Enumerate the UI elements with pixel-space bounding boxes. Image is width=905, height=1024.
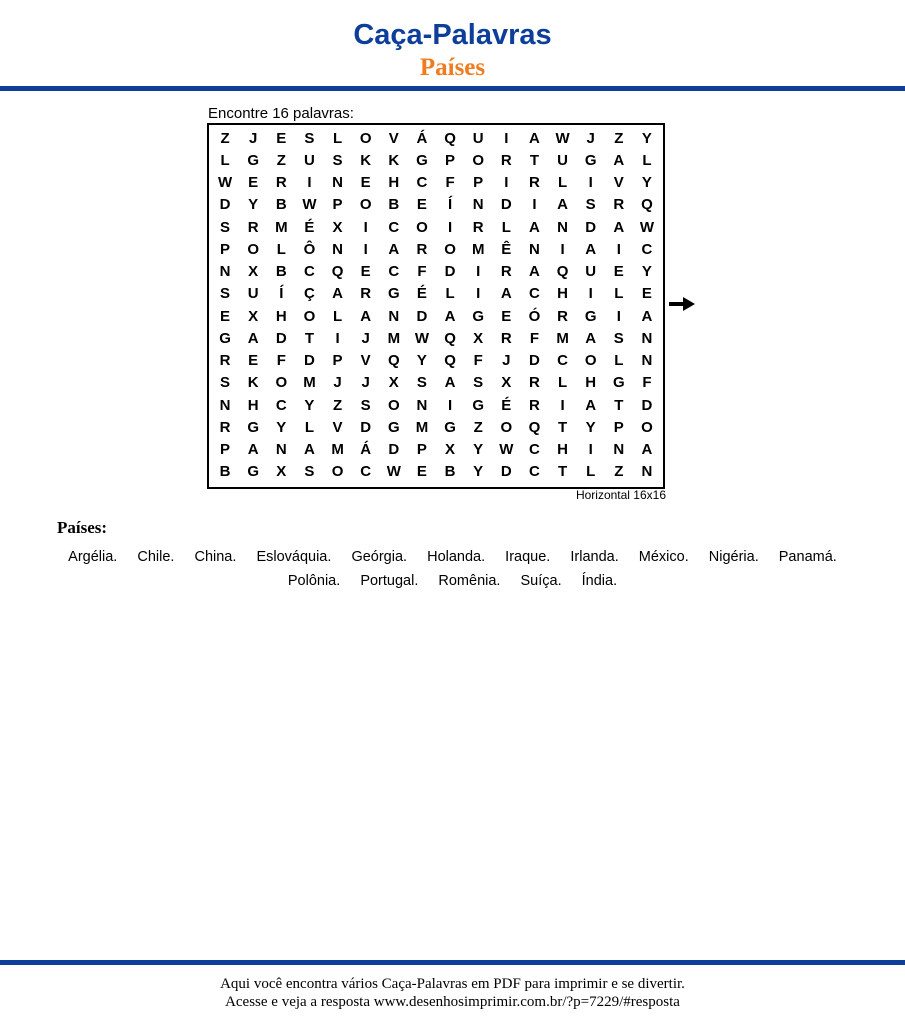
grid-cell: S xyxy=(304,129,315,147)
grid-cell: A xyxy=(529,218,540,236)
grid-cell: G xyxy=(247,151,260,169)
grid-cell: E xyxy=(613,263,624,281)
grid-cell: Y xyxy=(473,441,484,459)
grid-cell: G xyxy=(472,307,485,325)
grid-cell: C xyxy=(557,352,568,370)
grid-cell: A xyxy=(585,329,597,347)
grid-cell: E xyxy=(248,352,259,370)
grid-cell: G xyxy=(387,418,400,436)
grid-cell: O xyxy=(359,196,372,214)
grid-cell: W xyxy=(414,329,430,347)
grid-cell: O xyxy=(444,240,456,258)
grid-cell: X xyxy=(248,307,259,325)
grid-cell: F xyxy=(473,352,483,370)
grid-cell: T xyxy=(304,329,315,347)
grid-cell: I xyxy=(532,196,537,214)
footer xyxy=(0,975,905,1011)
grid-cell: D xyxy=(416,307,428,325)
word-list-item: Geórgia. xyxy=(351,549,408,565)
grid-cell: P xyxy=(613,418,624,436)
grid-cell: V xyxy=(388,129,399,147)
grid-cell: A xyxy=(585,396,597,414)
grid-cell: P xyxy=(220,240,231,258)
grid-cell: J xyxy=(333,374,342,392)
grid-cell: Z xyxy=(473,418,483,436)
grid-cell: A xyxy=(360,307,372,325)
grid-cell: D xyxy=(444,263,456,281)
grid-cell: L xyxy=(557,174,568,192)
grid-cell: A xyxy=(641,307,653,325)
grid-cell: L xyxy=(276,240,286,258)
grid-cell: H xyxy=(557,285,568,303)
grid-cell: A xyxy=(613,218,625,236)
grid-cell: Z xyxy=(220,129,230,147)
grid-cell: Y xyxy=(473,463,484,481)
grid-cell: U xyxy=(247,285,259,303)
grid-cell: Ó xyxy=(528,307,541,325)
grid-cell: A xyxy=(444,307,456,325)
grid-cell: C xyxy=(304,263,315,281)
grid-cell: A xyxy=(500,285,512,303)
grid-cell: I xyxy=(504,174,509,192)
grid-cell: L xyxy=(501,218,511,236)
grid-cell: E xyxy=(416,196,427,214)
grid-cell: X xyxy=(248,263,259,281)
grid-cell: L xyxy=(332,129,343,147)
grid-cell: R xyxy=(529,396,540,414)
word-list-item: Eslováquia. xyxy=(256,549,332,565)
grid-cell: B xyxy=(275,263,287,281)
grid-cell: Y xyxy=(248,196,259,214)
right-arrow-icon xyxy=(669,296,695,312)
grid-cell: C xyxy=(360,463,372,481)
grid-cell: U xyxy=(585,263,597,281)
grid-cell: P xyxy=(473,174,484,192)
grid-cell: P xyxy=(416,441,427,459)
grid-cell: W xyxy=(217,174,233,192)
grid-cell: G xyxy=(584,151,597,169)
grid-cell: Ç xyxy=(304,285,315,303)
grid-cell: C xyxy=(388,218,400,236)
grid-cell: Á xyxy=(416,129,428,147)
grid-cell: Á xyxy=(360,441,372,459)
word-list-item: China. xyxy=(194,549,237,565)
grid-cell: Z xyxy=(614,129,624,147)
grid-cell: G xyxy=(247,418,260,436)
grid-cell: O xyxy=(416,218,428,236)
grid-cell: A xyxy=(557,196,568,214)
grid-cell: F xyxy=(529,329,540,347)
grid-cell: T xyxy=(614,396,624,414)
grid-cell: F xyxy=(276,352,286,370)
grid-cell: I xyxy=(504,129,509,147)
top-divider xyxy=(0,86,905,91)
grid-cell: A xyxy=(585,240,597,258)
grid-cell: R xyxy=(219,352,231,370)
grid-cell: N xyxy=(529,240,540,258)
grid-cell: Q xyxy=(331,263,344,281)
word-list-item: Panamá. xyxy=(778,549,837,565)
word-list-item: Argélia. xyxy=(68,549,118,565)
grid-cell: É xyxy=(304,218,315,236)
grid-cell: P xyxy=(445,151,456,169)
grid-cell: O xyxy=(387,396,400,414)
grid-cell: M xyxy=(415,418,429,436)
grid-cell: L xyxy=(642,151,652,169)
grid-cell: I xyxy=(560,240,565,258)
grid-cell: E xyxy=(220,307,231,325)
grid-cell: I xyxy=(616,307,621,325)
grid-cell: S xyxy=(473,374,484,392)
grid-cell: R xyxy=(557,307,568,325)
grid-cell: É xyxy=(416,285,427,303)
grid-caption: Horizontal 16x16 xyxy=(575,488,666,502)
grid-cell: F xyxy=(642,374,652,392)
grid-cell: A xyxy=(247,329,259,347)
grid-cell: P xyxy=(332,352,343,370)
grid-cell: O xyxy=(331,463,344,481)
grid-cell: O xyxy=(247,240,260,258)
grid-cell: L xyxy=(557,374,568,392)
grid-cell: X xyxy=(276,463,287,481)
grid-cell: C xyxy=(529,463,540,481)
grid-cell: M xyxy=(471,240,485,258)
grid-cell: E xyxy=(416,463,427,481)
grid-cell: D xyxy=(360,418,372,436)
grid-cell: É xyxy=(501,396,512,414)
grid-cell: F xyxy=(417,263,427,281)
grid-cell: M xyxy=(331,441,344,459)
grid-cell: X xyxy=(501,374,512,392)
word-list-item: Polônia. xyxy=(287,573,341,589)
grid-cell: C xyxy=(529,285,540,303)
word-list-item: Nigéria. xyxy=(708,549,759,565)
grid-cell: F xyxy=(445,174,455,192)
grid-cell: G xyxy=(584,307,597,325)
grid-cell: D xyxy=(304,352,315,370)
grid-cell: S xyxy=(585,196,596,214)
grid-cell: H xyxy=(388,174,400,192)
bottom-divider xyxy=(0,960,905,965)
grid-cell: M xyxy=(387,329,401,347)
grid-cell: L xyxy=(304,418,315,436)
grid-cell: G xyxy=(472,396,485,414)
grid-cell: N xyxy=(557,218,568,236)
word-list-item: Romênia. xyxy=(438,573,501,589)
grid-cell: E xyxy=(360,263,371,281)
grid-cell: Q xyxy=(444,129,456,147)
grid-cell: G xyxy=(612,374,625,392)
grid-cell: L xyxy=(614,285,624,303)
grid-cell: O xyxy=(472,151,485,169)
grid-cell: E xyxy=(501,307,512,325)
grid-cell: D xyxy=(529,352,540,370)
grid-cell: N xyxy=(641,329,653,347)
grid-cell: J xyxy=(361,374,370,392)
grid-cell: O xyxy=(500,418,513,436)
grid-cell: Z xyxy=(332,396,343,414)
grid-cell: R xyxy=(247,218,259,236)
grid-cell: S xyxy=(220,218,231,236)
grid-cell: Y xyxy=(585,418,596,436)
page-title: Caça-Palavras xyxy=(353,19,552,51)
grid-cell: O xyxy=(275,374,288,392)
grid-cell: A xyxy=(613,151,625,169)
page-subtitle: Países xyxy=(419,54,486,81)
grid-cell: K xyxy=(360,151,372,169)
grid-cell: A xyxy=(388,240,400,258)
grid-cell: R xyxy=(472,218,484,236)
grid-cell: H xyxy=(557,441,568,459)
grid-cell: J xyxy=(586,129,595,147)
word-list-item: Índia. xyxy=(581,573,618,589)
grid-cell: N xyxy=(472,196,484,214)
grid-cell: Y xyxy=(641,174,652,192)
word-list-item: Iraque. xyxy=(505,549,551,565)
grid-cell: A xyxy=(529,129,540,147)
grid-cell: R xyxy=(219,418,231,436)
grid-cell: W xyxy=(555,129,570,147)
grid-cell: Q xyxy=(641,196,653,214)
grid-cell: J xyxy=(361,329,370,347)
grid-cell: R xyxy=(529,374,540,392)
grid-cell: C xyxy=(529,441,540,459)
grid-cell: B xyxy=(219,463,231,481)
grid-cell: G xyxy=(444,418,456,436)
puzzle-instruction: Encontre 16 palavras: xyxy=(208,105,354,122)
grid-cell: S xyxy=(613,329,624,347)
grid-cell: Ô xyxy=(303,240,316,258)
grid-cell: N xyxy=(275,441,287,459)
grid-cell: U xyxy=(557,151,568,169)
word-list-item: Suíça. xyxy=(520,573,562,589)
grid-cell: Q xyxy=(556,263,569,281)
grid-cell: A xyxy=(529,263,540,281)
grid-cell: N xyxy=(332,240,343,258)
grid-cell: I xyxy=(335,329,340,347)
grid-cell: N xyxy=(332,174,343,192)
grid-cell: O xyxy=(359,129,372,147)
grid-cell: D xyxy=(500,463,512,481)
grid-cell: N xyxy=(219,263,231,281)
grid-cell: R xyxy=(416,240,428,258)
grid-cell: H xyxy=(247,396,259,414)
grid-cell: Í xyxy=(447,196,453,214)
grid-cell: Q xyxy=(528,418,541,436)
grid-cell: L xyxy=(332,307,343,325)
grid-cell: T xyxy=(557,418,568,436)
grid-cell: E xyxy=(360,174,371,192)
grid-cell: I xyxy=(307,174,312,192)
grid-cell: I xyxy=(476,285,481,303)
grid-cell: B xyxy=(275,196,287,214)
grid-cell: T xyxy=(557,463,568,481)
grid-cell: K xyxy=(247,374,259,392)
grid-cell: P xyxy=(220,441,231,459)
grid-cell: A xyxy=(641,441,653,459)
grid-cell: G xyxy=(416,151,428,169)
grid-cell: N xyxy=(613,441,625,459)
grid-cell: L xyxy=(586,463,596,481)
grid-cell: X xyxy=(388,374,399,392)
grid-cell: L xyxy=(220,151,230,169)
grid-cell: A xyxy=(332,285,343,303)
grid-cell: N xyxy=(641,463,653,481)
grid-cell: A xyxy=(247,441,259,459)
grid-cell: S xyxy=(304,463,315,481)
grid-cell: W xyxy=(499,441,514,459)
grid-cell: O xyxy=(584,352,597,370)
word-list-item: Portugal. xyxy=(360,573,419,589)
grid-cell: R xyxy=(360,285,372,303)
grid-cell: A xyxy=(304,441,315,459)
grid-cell: N xyxy=(416,396,428,414)
grid-cell: C xyxy=(641,240,653,258)
grid-cell: W xyxy=(639,218,655,236)
grid-cell: G xyxy=(219,329,231,347)
grid-cell: U xyxy=(472,129,484,147)
grid-cell: Q xyxy=(387,352,400,370)
grid-cell: P xyxy=(332,196,343,214)
grid-cell: S xyxy=(332,151,343,169)
grid-cell: Y xyxy=(641,263,652,281)
grid-cell: R xyxy=(275,174,287,192)
grid-cell: Y xyxy=(276,418,287,436)
grid-cell: N xyxy=(219,396,231,414)
grid-cell: J xyxy=(502,352,511,370)
grid-cell: M xyxy=(275,218,288,236)
grid-cell: S xyxy=(360,396,371,414)
word-search-grid xyxy=(207,123,665,489)
grid-cell: X xyxy=(445,441,456,459)
grid-cell: T xyxy=(529,151,540,169)
grid-cell: Q xyxy=(444,352,456,370)
grid-cell: Q xyxy=(444,329,456,347)
grid-cell: I xyxy=(588,285,593,303)
grid-cell: C xyxy=(275,396,287,414)
grid-cell: N xyxy=(641,352,653,370)
grid-cell: I xyxy=(363,240,368,258)
footer-line-2: Acesse e veja a resposta www.desenhosimprimir.com.br/?p=7229/#resposta xyxy=(225,994,680,1010)
grid-cell: I xyxy=(560,396,565,414)
grid-cell: I xyxy=(447,396,453,414)
grid-cell: C xyxy=(388,263,400,281)
grid-cell: S xyxy=(220,285,231,303)
grid-cell: G xyxy=(247,463,260,481)
grid-cell: L xyxy=(614,352,624,370)
grid-cell: D xyxy=(388,441,400,459)
word-list-item: Irlanda. xyxy=(570,549,619,565)
word-list-item: México. xyxy=(638,549,689,565)
grid-cell: I xyxy=(447,218,453,236)
grid-cell: H xyxy=(275,307,287,325)
grid-cell: D xyxy=(275,329,287,347)
grid-cell: H xyxy=(585,374,597,392)
footer-line-1: Aqui você encontra vários Caça-Palavras em PDF para imprimir e se divertir. xyxy=(220,976,685,992)
grid-cell: E xyxy=(276,129,287,147)
grid-cell: G xyxy=(387,285,400,303)
grid-cell: D xyxy=(585,218,597,236)
grid-cell: B xyxy=(444,463,456,481)
grid-cell: I xyxy=(588,174,593,192)
grid-cell: M xyxy=(303,374,316,392)
grid-cell: N xyxy=(388,307,400,325)
grid-cell: R xyxy=(500,263,512,281)
grid-cell: Z xyxy=(276,151,286,169)
word-list xyxy=(60,545,845,593)
grid-cell: W xyxy=(302,196,317,214)
grid-cell: E xyxy=(641,285,652,303)
grid-cell: I xyxy=(588,441,593,459)
grid-cell: S xyxy=(416,374,427,392)
grid-cell: Í xyxy=(279,285,284,303)
word-list-item: Holanda. xyxy=(427,549,486,565)
grid-cell: I xyxy=(363,218,368,236)
grid-cell: X xyxy=(332,218,343,236)
word-list-heading: Países: xyxy=(57,518,108,537)
grid-cell: C xyxy=(416,174,428,192)
grid-cell: Y xyxy=(416,352,427,370)
grid-cell: V xyxy=(332,418,343,436)
grid-cell: I xyxy=(616,240,621,258)
grid-cell: D xyxy=(500,196,512,214)
grid-cell: Y xyxy=(641,129,652,147)
grid-cell: W xyxy=(386,463,401,481)
grid-cell: O xyxy=(641,418,653,436)
grid-cell: D xyxy=(219,196,231,214)
grid-cell: D xyxy=(641,396,653,414)
grid-cell: U xyxy=(304,151,315,169)
grid-cell: V xyxy=(360,352,371,370)
grid-cell: B xyxy=(388,196,400,214)
grid-cell: R xyxy=(529,174,540,192)
grid-cell: X xyxy=(473,329,484,347)
grid-cell: E xyxy=(248,174,259,192)
grid-cell: J xyxy=(249,129,258,147)
grid-cell: L xyxy=(445,285,455,303)
grid-cell: Y xyxy=(304,396,315,414)
grid-cell: I xyxy=(476,263,481,281)
grid-cell: V xyxy=(613,174,624,192)
grid-cell: A xyxy=(444,374,456,392)
grid-cell: K xyxy=(388,151,400,169)
grid-cell: R xyxy=(500,329,512,347)
grid-cell: Z xyxy=(614,463,624,481)
word-list-item: Chile. xyxy=(137,549,175,565)
grid-cell: R xyxy=(500,151,512,169)
grid-cell: M xyxy=(556,329,569,347)
grid-cell: Ê xyxy=(501,240,512,258)
grid-cell: O xyxy=(303,307,316,325)
grid-cell: R xyxy=(613,196,625,214)
grid-cell: S xyxy=(220,374,231,392)
